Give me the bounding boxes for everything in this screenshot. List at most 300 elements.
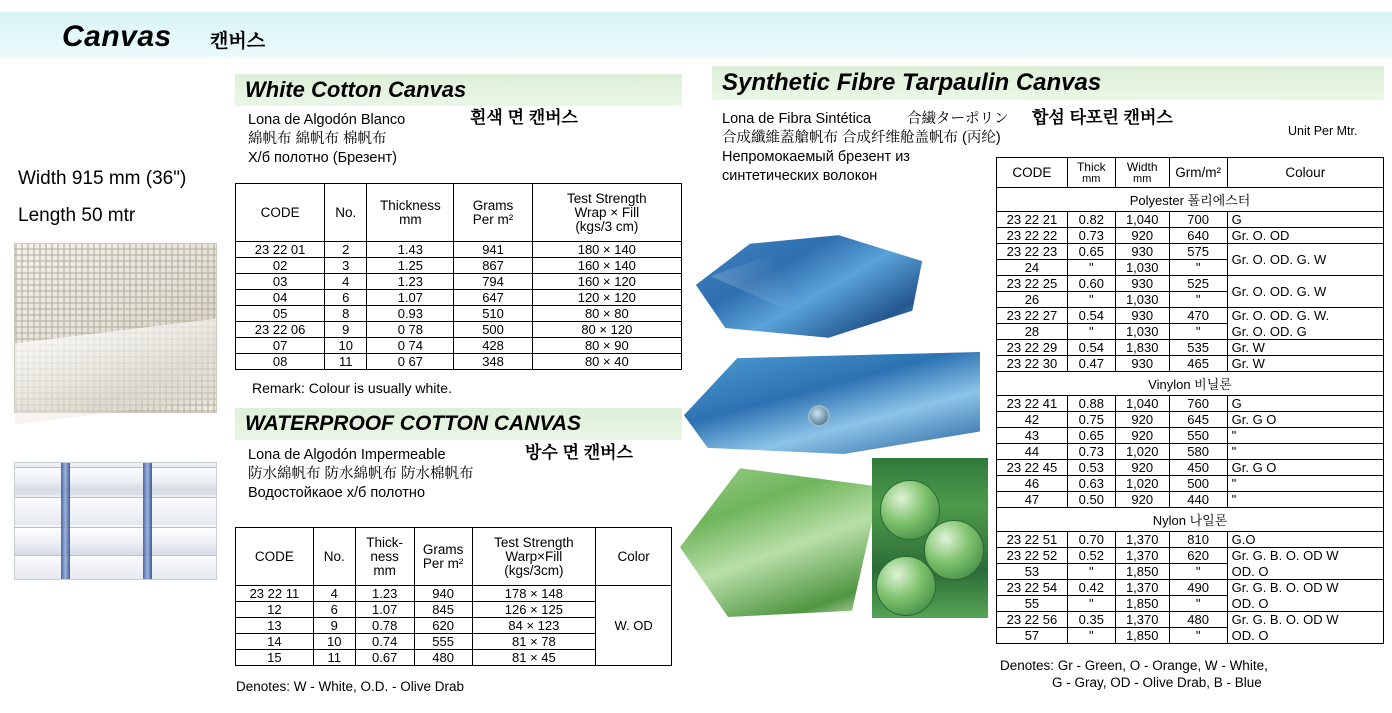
cell-code: 14 xyxy=(236,634,314,650)
unit-per-mtr-note: Unit Per Mtr. xyxy=(1288,124,1358,138)
cell-width: 920 xyxy=(1115,428,1169,444)
cell-no: 10 xyxy=(325,338,367,354)
col-thick-label: Thick xyxy=(1076,159,1106,174)
cell-test: 160 × 120 xyxy=(532,274,681,290)
cell-code: 23 22 06 xyxy=(236,322,325,338)
table-row xyxy=(997,228,1384,244)
cell-width: 930 xyxy=(1115,244,1169,260)
cell-test: 120 × 120 xyxy=(532,290,681,306)
waterproof-sub-cjk: 防水綿帆布 防水綿帆布 防水棉帆布 xyxy=(248,466,474,482)
cell-thickness: 0 78 xyxy=(367,322,454,338)
cell-thick: 0.54 xyxy=(1067,308,1115,324)
cell-colour: Gr. G. B. O. OD W xyxy=(1227,548,1383,564)
col-grams-label: Grams xyxy=(472,197,514,213)
green-tarpaulin-rolls-photo xyxy=(872,458,988,618)
group-header-row xyxy=(997,188,1384,212)
waterproof-subtitles xyxy=(248,443,678,503)
cell-width: 1,370 xyxy=(1115,532,1169,548)
cell-width: 1,020 xyxy=(1115,476,1169,492)
cell-code: 55 xyxy=(997,596,1068,612)
cell-test: 80 × 90 xyxy=(532,338,681,354)
cell-thick: 0.75 xyxy=(1067,412,1115,428)
cell-colour: Gr. G O xyxy=(1227,412,1383,428)
cell-colour: Gr. W xyxy=(1227,340,1383,356)
green-tarpaulin-photo xyxy=(680,462,880,617)
cell-grams: 867 xyxy=(454,258,532,274)
col-thickness-label: Thickness xyxy=(379,197,441,213)
col-code: CODE xyxy=(236,184,325,242)
cell-colour: " xyxy=(1227,428,1383,444)
cell-code: 23 22 23 xyxy=(997,244,1068,260)
cell-test: 81 × 78 xyxy=(472,634,596,650)
cell-grm: 525 xyxy=(1169,276,1227,292)
length-spec: Length 50 mtr xyxy=(18,205,136,226)
cell-thick: 0.73 xyxy=(1067,228,1115,244)
cell-thick: 0.54 xyxy=(1067,340,1115,356)
white-cotton-title: White Cotton Canvas xyxy=(245,77,467,102)
group-header-row xyxy=(997,372,1384,396)
grommet-icon xyxy=(808,405,830,427)
cell-colour: OD. O xyxy=(1227,596,1383,612)
cell-colour: Gr. G. B. O. OD W xyxy=(1227,612,1383,628)
cell-code: 47 xyxy=(997,492,1068,508)
cell-thick: 0.47 xyxy=(1067,356,1115,372)
cell-code: 28 xyxy=(997,324,1068,340)
cell-width: 1,370 xyxy=(1115,548,1169,564)
cell-code: 07 xyxy=(236,338,325,354)
cell-thickness: 0 67 xyxy=(367,354,454,370)
cell-thick: 0.53 xyxy=(1067,460,1115,476)
table-row xyxy=(997,492,1384,508)
cell-code: 04 xyxy=(236,290,325,306)
cell-width: 1,040 xyxy=(1115,396,1169,412)
cell-thick: " xyxy=(1067,324,1115,340)
col-thickness-unit: mm xyxy=(399,211,422,227)
cell-code: 42 xyxy=(997,412,1068,428)
table-row xyxy=(997,308,1384,324)
table-row xyxy=(997,564,1384,580)
table-row xyxy=(236,258,682,274)
cell-thick: " xyxy=(1067,596,1115,612)
table-row xyxy=(236,338,682,354)
header-band xyxy=(0,12,1392,58)
cell-no: 8 xyxy=(325,306,367,322)
col-grams-unit: Per m² xyxy=(422,555,464,571)
cell-no: 3 xyxy=(325,258,367,274)
cell-thick: 0.42 xyxy=(1067,580,1115,596)
cell-code: 23 22 51 xyxy=(997,532,1068,548)
cell-thickness: 0.74 xyxy=(355,634,414,650)
col-test-strength xyxy=(532,184,681,242)
page-title: Canvas xyxy=(62,20,172,53)
cell-code: 02 xyxy=(236,258,325,274)
cell-colour: G.O xyxy=(1227,532,1383,548)
cell-width: 1,370 xyxy=(1115,580,1169,596)
cell-code: 24 xyxy=(997,260,1068,276)
table-row xyxy=(997,596,1384,612)
cell-grm: " xyxy=(1169,564,1227,580)
cell-colour: " xyxy=(1227,476,1383,492)
cell-color: W. OD xyxy=(596,586,672,666)
col-thick xyxy=(1067,158,1115,188)
col-thickness-line2: ness xyxy=(370,548,399,564)
waterproof-sub-es: Lona de Algodón Impermeable xyxy=(248,447,446,463)
cell-grams: 348 xyxy=(454,354,532,370)
cell-width: 920 xyxy=(1115,460,1169,476)
cell-thick: 0.60 xyxy=(1067,276,1115,292)
cell-grm: 450 xyxy=(1169,460,1227,476)
cell-grm: " xyxy=(1169,596,1227,612)
cell-test: 160 × 140 xyxy=(532,258,681,274)
col-test-strength xyxy=(472,528,596,586)
cell-colour: Gr. G O xyxy=(1227,460,1383,476)
waterproof-table-body xyxy=(236,586,672,666)
synthetic-section-header xyxy=(712,66,1384,100)
col-test-line2: Wrap × Fill xyxy=(574,204,640,220)
cell-code: 15 xyxy=(236,650,314,666)
white-cotton-sub-kr: 흰색 면 캔버스 xyxy=(470,108,578,127)
synthetic-denotes-line2: G - Gray, OD - Olive Drab, B - Blue xyxy=(1052,675,1262,690)
cell-width: 920 xyxy=(1115,228,1169,244)
cell-grams: 941 xyxy=(454,242,532,258)
cell-grm: " xyxy=(1169,260,1227,276)
table-row xyxy=(997,612,1384,628)
table-row xyxy=(997,476,1384,492)
cell-code: 23 22 56 xyxy=(997,612,1068,628)
col-thickness xyxy=(367,184,454,242)
cell-no: 10 xyxy=(313,634,355,650)
cell-grm: 810 xyxy=(1169,532,1227,548)
col-grm: Grm/m² xyxy=(1169,158,1227,188)
cell-thick: 0.82 xyxy=(1067,212,1115,228)
cell-thick: 0.88 xyxy=(1067,396,1115,412)
cell-grm: 440 xyxy=(1169,492,1227,508)
cell-grams: 480 xyxy=(414,650,472,666)
cell-thickness: 0.78 xyxy=(355,618,414,634)
cell-colour: Gr. G. B. O. OD W xyxy=(1227,580,1383,596)
cell-code: 23 22 41 xyxy=(997,396,1068,412)
cell-no: 4 xyxy=(313,586,355,602)
cell-thick: " xyxy=(1067,628,1115,644)
cell-thick: 0.73 xyxy=(1067,444,1115,460)
cell-grm: 640 xyxy=(1169,228,1227,244)
synthetic-table xyxy=(996,157,1384,644)
cell-grams: 510 xyxy=(454,306,532,322)
cell-test: 84 × 123 xyxy=(472,618,596,634)
cell-code: 08 xyxy=(236,354,325,370)
cell-width: 930 xyxy=(1115,276,1169,292)
col-thick-unit: mm xyxy=(1082,172,1101,185)
waterproof-denotes: Denotes: W - White, O.D. - Olive Drab xyxy=(236,679,465,694)
cell-grm: 535 xyxy=(1169,340,1227,356)
table-row xyxy=(997,428,1384,444)
cell-no: 9 xyxy=(325,322,367,338)
col-width-label: Width xyxy=(1126,159,1158,174)
width-spec: Width 915 mm (36") xyxy=(18,168,187,189)
cell-width: 1,030 xyxy=(1115,324,1169,340)
table-row xyxy=(236,242,682,258)
col-test-line2: Warp×Fill xyxy=(505,548,563,564)
cell-thick: 0.35 xyxy=(1067,612,1115,628)
col-test-line1: Test Strength xyxy=(494,534,574,550)
col-thickness-unit: mm xyxy=(373,562,396,578)
synthetic-sub-ja: 合繊ターポリン xyxy=(907,111,1009,127)
cell-width: 930 xyxy=(1115,308,1169,324)
cell-no: 9 xyxy=(313,618,355,634)
table-row xyxy=(997,276,1384,292)
table-row xyxy=(997,356,1384,372)
synthetic-sub-ru2: синтетических волокон xyxy=(722,168,878,184)
cell-code: 05 xyxy=(236,306,325,322)
white-cotton-remark: Remark: Colour is usually white. xyxy=(252,380,452,396)
col-test-line3: (kgs/3cm) xyxy=(504,562,564,578)
table-row xyxy=(236,274,682,290)
cell-colour: " xyxy=(1227,444,1383,460)
waterproof-title: WATERPROOF COTTON CANVAS xyxy=(245,412,581,435)
cell-width: 930 xyxy=(1115,356,1169,372)
white-cotton-canvas-photo xyxy=(14,243,217,413)
table-row xyxy=(236,354,682,370)
cell-width: 1,040 xyxy=(1115,212,1169,228)
waterproof-table xyxy=(235,527,672,666)
group-name-vinylon: Vinylon 비닐론 xyxy=(997,372,1384,396)
cell-test: 80 × 120 xyxy=(532,322,681,338)
cell-thickness: 0.67 xyxy=(355,650,414,666)
col-color: Color xyxy=(596,528,672,586)
col-test-line1: Test Strength xyxy=(567,190,647,206)
group-name-polyester: Polyester 폴리에스터 xyxy=(997,188,1384,212)
cell-thickness: 0 74 xyxy=(367,338,454,354)
cell-grm: 575 xyxy=(1169,244,1227,260)
cell-thickness: 1.43 xyxy=(367,242,454,258)
table-row xyxy=(997,532,1384,548)
cell-width: 1,850 xyxy=(1115,596,1169,612)
cell-grams: 794 xyxy=(454,274,532,290)
cell-grams: 428 xyxy=(454,338,532,354)
white-cotton-table xyxy=(235,183,682,370)
cell-width: 1,030 xyxy=(1115,292,1169,308)
cell-grams: 555 xyxy=(414,634,472,650)
synthetic-sub-cjk: 合成纖維蓋艙帆布 合成纤维舱盖帆布 (丙纶) xyxy=(722,130,1001,146)
cell-colour: G xyxy=(1227,396,1383,412)
blue-tarpaulin-grommet-photo xyxy=(684,352,980,454)
cell-code: 23 22 45 xyxy=(997,460,1068,476)
table-row xyxy=(236,586,672,602)
white-cotton-subtitles xyxy=(248,108,678,168)
cell-width: 1,850 xyxy=(1115,628,1169,644)
cell-grm: 500 xyxy=(1169,476,1227,492)
white-cotton-sub-ru: Х/б полотно (Брезент) xyxy=(248,150,397,166)
table-row xyxy=(997,580,1384,596)
table-row xyxy=(236,322,682,338)
table-row xyxy=(997,628,1384,644)
table-row xyxy=(997,340,1384,356)
table-header-row xyxy=(236,184,682,242)
col-colour: Colour xyxy=(1227,158,1383,188)
cell-width: 1,850 xyxy=(1115,564,1169,580)
cell-code: 23 22 54 xyxy=(997,580,1068,596)
cell-test: 80 × 80 xyxy=(532,306,681,322)
cell-no: 11 xyxy=(313,650,355,666)
col-thickness-line1: Thick- xyxy=(366,534,404,550)
cell-grm: 465 xyxy=(1169,356,1227,372)
table-row xyxy=(997,548,1384,564)
cell-thickness: 1.23 xyxy=(355,586,414,602)
table-header-row xyxy=(997,158,1384,188)
cell-grm: 480 xyxy=(1169,612,1227,628)
table-row xyxy=(997,412,1384,428)
group-header-row xyxy=(997,508,1384,532)
col-code: CODE xyxy=(997,158,1068,188)
cell-colour: Gr. W xyxy=(1227,356,1383,372)
cell-thick: 0.52 xyxy=(1067,548,1115,564)
table-row xyxy=(997,460,1384,476)
cell-thick: " xyxy=(1067,564,1115,580)
cell-grm: 550 xyxy=(1169,428,1227,444)
cell-width: 1,370 xyxy=(1115,612,1169,628)
cell-code: 23 22 21 xyxy=(997,212,1068,228)
cell-code: 53 xyxy=(997,564,1068,580)
table-row xyxy=(997,396,1384,412)
synthetic-denotes xyxy=(1000,657,1268,691)
cell-width: 1,020 xyxy=(1115,444,1169,460)
cell-test: 80 × 40 xyxy=(532,354,681,370)
cell-grm: 760 xyxy=(1169,396,1227,412)
cell-code: 23 22 22 xyxy=(997,228,1068,244)
table-row xyxy=(236,290,682,306)
cell-grams: 940 xyxy=(414,586,472,602)
cell-test: 180 × 140 xyxy=(532,242,681,258)
synthetic-sub-ru1: Непромокаемый брезент из xyxy=(722,149,910,165)
cell-code: 23 22 25 xyxy=(997,276,1068,292)
col-width-unit: mm xyxy=(1133,172,1152,185)
cell-colour: Gr. O. OD. G xyxy=(1227,324,1383,340)
page-title-korean: 캔버스 xyxy=(210,31,266,52)
group-name-nylon: Nylon 나일론 xyxy=(997,508,1384,532)
col-test-line3: (kgs/3 cm) xyxy=(575,218,639,234)
cell-code: 44 xyxy=(997,444,1068,460)
cell-code: 23 22 01 xyxy=(236,242,325,258)
cell-thickness: 1.25 xyxy=(367,258,454,274)
cell-code: 23 22 30 xyxy=(997,356,1068,372)
cell-grams: 845 xyxy=(414,602,472,618)
cell-code: 03 xyxy=(236,274,325,290)
cell-code: 13 xyxy=(236,618,314,634)
cell-grm: " xyxy=(1169,628,1227,644)
cell-colour: Gr. O. OD. G. W xyxy=(1227,276,1383,308)
cell-no: 4 xyxy=(325,274,367,290)
col-width xyxy=(1115,158,1169,188)
cell-no: 2 xyxy=(325,242,367,258)
synthetic-denotes-line1: Denotes: Gr - Green, O - Orange, W - White, xyxy=(1000,658,1268,673)
waterproof-section-header xyxy=(235,408,682,440)
cell-grm: 470 xyxy=(1169,308,1227,324)
col-grams xyxy=(414,528,472,586)
cell-thick: " xyxy=(1067,260,1115,276)
col-no: No. xyxy=(325,184,367,242)
table-row xyxy=(997,324,1384,340)
cell-grams: 620 xyxy=(414,618,472,634)
cell-width: 1,030 xyxy=(1115,260,1169,276)
cell-no: 6 xyxy=(313,602,355,618)
cell-code: 23 22 52 xyxy=(997,548,1068,564)
cell-grm: " xyxy=(1169,324,1227,340)
cell-code: 23 22 29 xyxy=(997,340,1068,356)
cell-grm: " xyxy=(1169,292,1227,308)
cell-colour: Gr. O. OD. G. W. xyxy=(1227,308,1383,324)
cell-thick: " xyxy=(1067,292,1115,308)
cell-grm: 700 xyxy=(1169,212,1227,228)
cell-code: 46 xyxy=(997,476,1068,492)
white-cotton-table-body xyxy=(236,242,682,370)
cell-code: 57 xyxy=(997,628,1068,644)
cell-code: 23 22 27 xyxy=(997,308,1068,324)
cell-colour: " xyxy=(1227,492,1383,508)
col-code: CODE xyxy=(236,528,314,586)
white-cotton-sub-es: Lona de Algodón Blanco xyxy=(248,112,406,128)
cell-thick: 0.63 xyxy=(1067,476,1115,492)
cell-colour: Gr. O. OD. G. W xyxy=(1227,244,1383,276)
table-header-row xyxy=(236,528,672,586)
table-row xyxy=(236,306,682,322)
white-cotton-sub-cjk: 綿帆布 綿帆布 棉帆布 xyxy=(248,131,387,147)
cell-grm: 620 xyxy=(1169,548,1227,564)
cell-thick: 0.50 xyxy=(1067,492,1115,508)
cell-thick: 0.65 xyxy=(1067,428,1115,444)
col-grams-unit: Per m² xyxy=(472,211,514,227)
cell-thickness: 1.07 xyxy=(355,602,414,618)
col-grams-label: Grams xyxy=(422,541,464,557)
white-cotton-section-header xyxy=(235,74,682,106)
cell-colour: Gr. O. OD xyxy=(1227,228,1383,244)
blue-tarpaulin-folded-photo xyxy=(686,233,932,341)
cell-colour: G xyxy=(1227,212,1383,228)
cell-grams: 647 xyxy=(454,290,532,306)
cell-thick: 0.65 xyxy=(1067,244,1115,260)
cell-colour: OD. O xyxy=(1227,564,1383,580)
waterproof-sub-kr: 방수 면 캔버스 xyxy=(525,443,633,462)
cell-thickness: 1.23 xyxy=(367,274,454,290)
synthetic-title: Synthetic Fibre Tarpaulin Canvas xyxy=(722,69,1102,96)
cell-width: 920 xyxy=(1115,412,1169,428)
cell-thickness: 0.93 xyxy=(367,306,454,322)
cell-code: 26 xyxy=(997,292,1068,308)
cell-code: 43 xyxy=(997,428,1068,444)
synthetic-table-body xyxy=(997,188,1384,644)
cell-test: 126 × 125 xyxy=(472,602,596,618)
table-row xyxy=(997,444,1384,460)
col-no: No. xyxy=(313,528,355,586)
cell-grm: 645 xyxy=(1169,412,1227,428)
synthetic-sub-es: Lona de Fibra Sintética xyxy=(722,111,872,127)
table-row xyxy=(997,212,1384,228)
cell-test: 178 × 148 xyxy=(472,586,596,602)
cell-width: 920 xyxy=(1115,492,1169,508)
col-thickness xyxy=(355,528,414,586)
waterproof-sub-ru: Водостойкаое х/б полотно xyxy=(248,485,426,501)
cell-thickness: 1.07 xyxy=(367,290,454,306)
cell-grm: 580 xyxy=(1169,444,1227,460)
synthetic-sub-kr: 합섬 타포린 캔버스 xyxy=(1032,108,1173,127)
cell-grams: 500 xyxy=(454,322,532,338)
cell-no: 11 xyxy=(325,354,367,370)
cell-code: 23 22 11 xyxy=(236,586,314,602)
col-grams xyxy=(454,184,532,242)
cell-test: 81 × 45 xyxy=(472,650,596,666)
cell-thick: 0.70 xyxy=(1067,532,1115,548)
cell-no: 6 xyxy=(325,290,367,306)
cell-colour: OD. O xyxy=(1227,628,1383,644)
